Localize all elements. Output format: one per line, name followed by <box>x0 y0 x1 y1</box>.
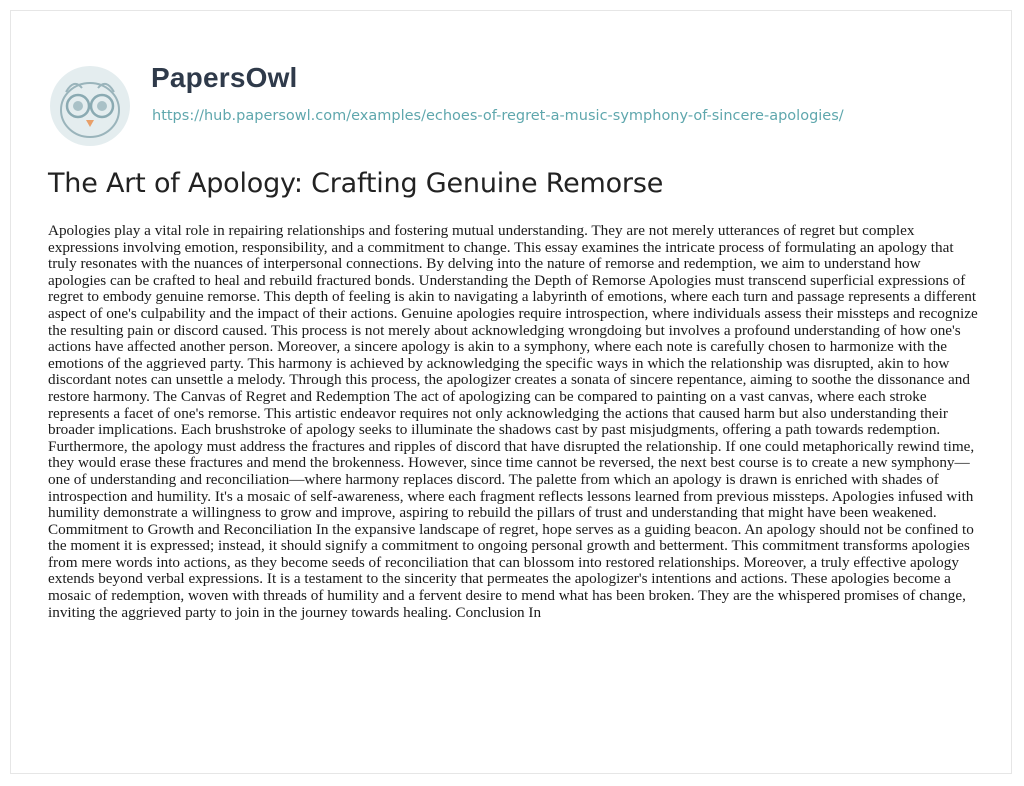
document-title: The Art of Apology: Crafting Genuine Remorse <box>48 168 664 199</box>
brand-name: PapersOwl <box>151 62 298 93</box>
source-url-link[interactable]: https://hub.papersowl.com/examples/echoes-of-regret-a-music-symphony-of-sincere-apologies/ <box>152 108 844 124</box>
document-body: Apologies play a vital role in repairing relationships and fostering mutual understanding. They are not merely utterances of regret but complex expressions involving emotion, responsibility, and a commitment to change. This essay examines the intricate process of formulating an apology that truly resonates with the nuances of interpersonal connections. By delving into the nature of remorse and redemption, we aim to understand how apologies can be crafted to heal and rebuild fractured bonds. Understanding the Depth of Remorse Apologies must transcend superficial expressions of regret to embody genuine remorse. This depth of feeling is akin to navigating a labyrinth of emotions, where each turn and passage represents a different aspect of one's culpability and the impact of their actions. Genuine apologies require introspection, where individuals assess their missteps and recognize the resulting pain or discord caused. This process is not merely about acknowledging wrongdoing but involves a profound understanding of how one's actions have affected another person. Moreover, a sincere apology is akin to a symphony, where each note is carefully chosen to harmonize with the emotions of the aggrieved party. This harmony is achieved by acknowledging the specific ways in which the relationship was disrupted, akin to how discordant notes can unsettle a melody. Through this process, the apologizer creates a sonata of sincere repentance, aiming to soothe the dissonance and restore harmony. The Canvas of Regret and Redemption The act of apologizing can be compared to painting on a vast canvas, where each stroke represents a facet of one's remorse. This artistic endeavor requires not only acknowledging the actions that caused harm but also understanding their broader implications. Each brushstroke of apology seeks to illuminate the shadows cast by past misjudgments, offering a path towards redemption. Furthermore, the apology must address the fractures and ripples of discord that have disrupted the relationship. If one could metaphorically rewind time, they would erase these fractures and mend the brokenness. However, since time cannot be reversed, the next best course is to create a new symphony—one of understanding and reconciliation—where harmony replaces discord. The palette from which an apology is drawn is enriched with shades of introspection and humility. It's a mosaic of self-awareness, where each fragment reflects lessons learned from previous missteps. Apologies infused with humility demonstrate a willingness to grow and improve, aspiring to rebuild the pillars of trust and understanding that might have been weakened. Commitment to Growth and Reconciliation In the expansive landscape of regret, hope serves as a guiding beacon. An apology should not be confined to the moment it is expressed; instead, it should signify a commitment to ongoing personal growth and betterment. This commitment transforms apologies from mere words into actions, as they become seeds of reconciliation that can blossom into restored relationships. Moreover, a truly effective apology extends beyond verbal expressions. It is a testament to the sincerity that permeates the apologizer's intentions and actions. These apologies become a mosaic of redemption, woven with threads of humility and a fervent desire to mend what has been broken. They are the whispered promises of change, inviting the aggrieved party to join in the journey towards healing. Conclusion In <box>48 222 978 621</box>
owl-logo-icon <box>48 64 132 148</box>
